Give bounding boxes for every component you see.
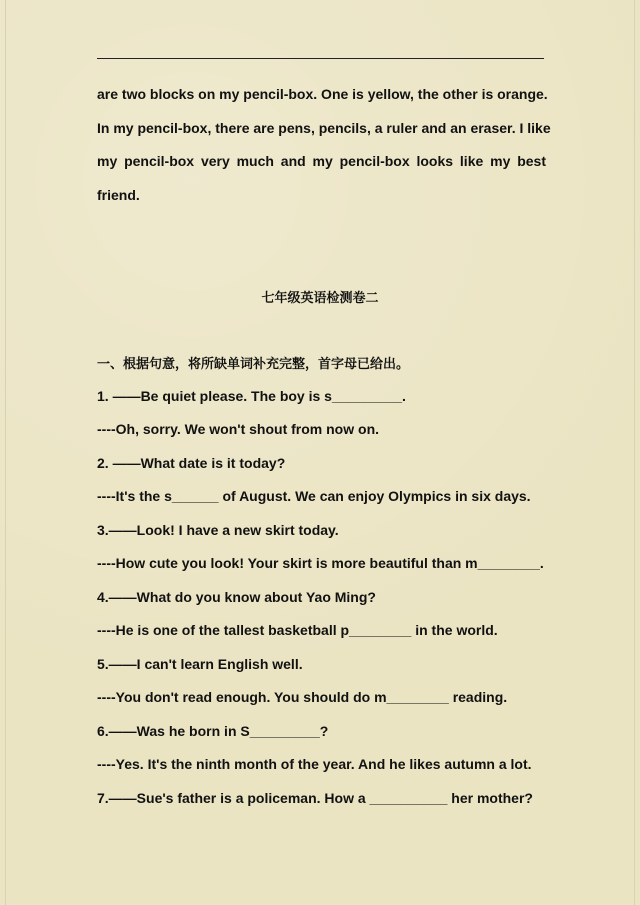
page-border-right [634,0,635,905]
question-line: 4.——What do you know about Yao Ming? [97,589,376,605]
question-line: 7.——Sue's father is a policeman. How a __________ her mother? [97,790,533,806]
answer-line: ----Oh, sorry. We won't shout from now on. [97,421,380,437]
answer-line: ----He is one of the tallest basketball p________ in the world. [97,622,498,638]
answer-line: ----It's the s______ of August. We can enjoy Olympics in six days. [97,488,531,504]
passage-paragraph [97,78,551,212]
answer-line: ----How cute you look! Your skirt is more beautiful than m________. [97,555,544,571]
answer-line: ----You don't read enough. You should do m________ reading. [97,689,508,705]
top-rule-line [97,58,544,59]
passage-line: my pencil-box very much and my pencil-box looks like my best [97,153,546,169]
question-line: 5.——I can't learn English well. [97,656,303,672]
passage-line: friend. [97,186,140,203]
question-line: 6.——Was he born in S_________? [97,723,329,739]
passage-line: are two blocks on my pencil-box. One is yellow, the other is orange. [97,86,548,102]
question-line: 2. ——What date is it today? [97,455,286,471]
page-border-left [5,0,6,905]
question-line: 3.——Look! I have a new skirt today. [97,522,339,538]
section-heading: 一、根据句意，将所缺单词补充完整，首字母已给出。 [97,356,410,371]
answer-line: ----Yes. It's the ninth month of the year. And he likes autumn a lot. [97,756,532,772]
exam-title: 七年级英语检测卷二 [261,290,379,305]
passage-line: In my pencil-box, there are pens, pencils, a ruler and an eraser. I like [97,119,551,136]
question-line: 1. ——Be quiet please. The boy is s_________. [97,388,406,404]
